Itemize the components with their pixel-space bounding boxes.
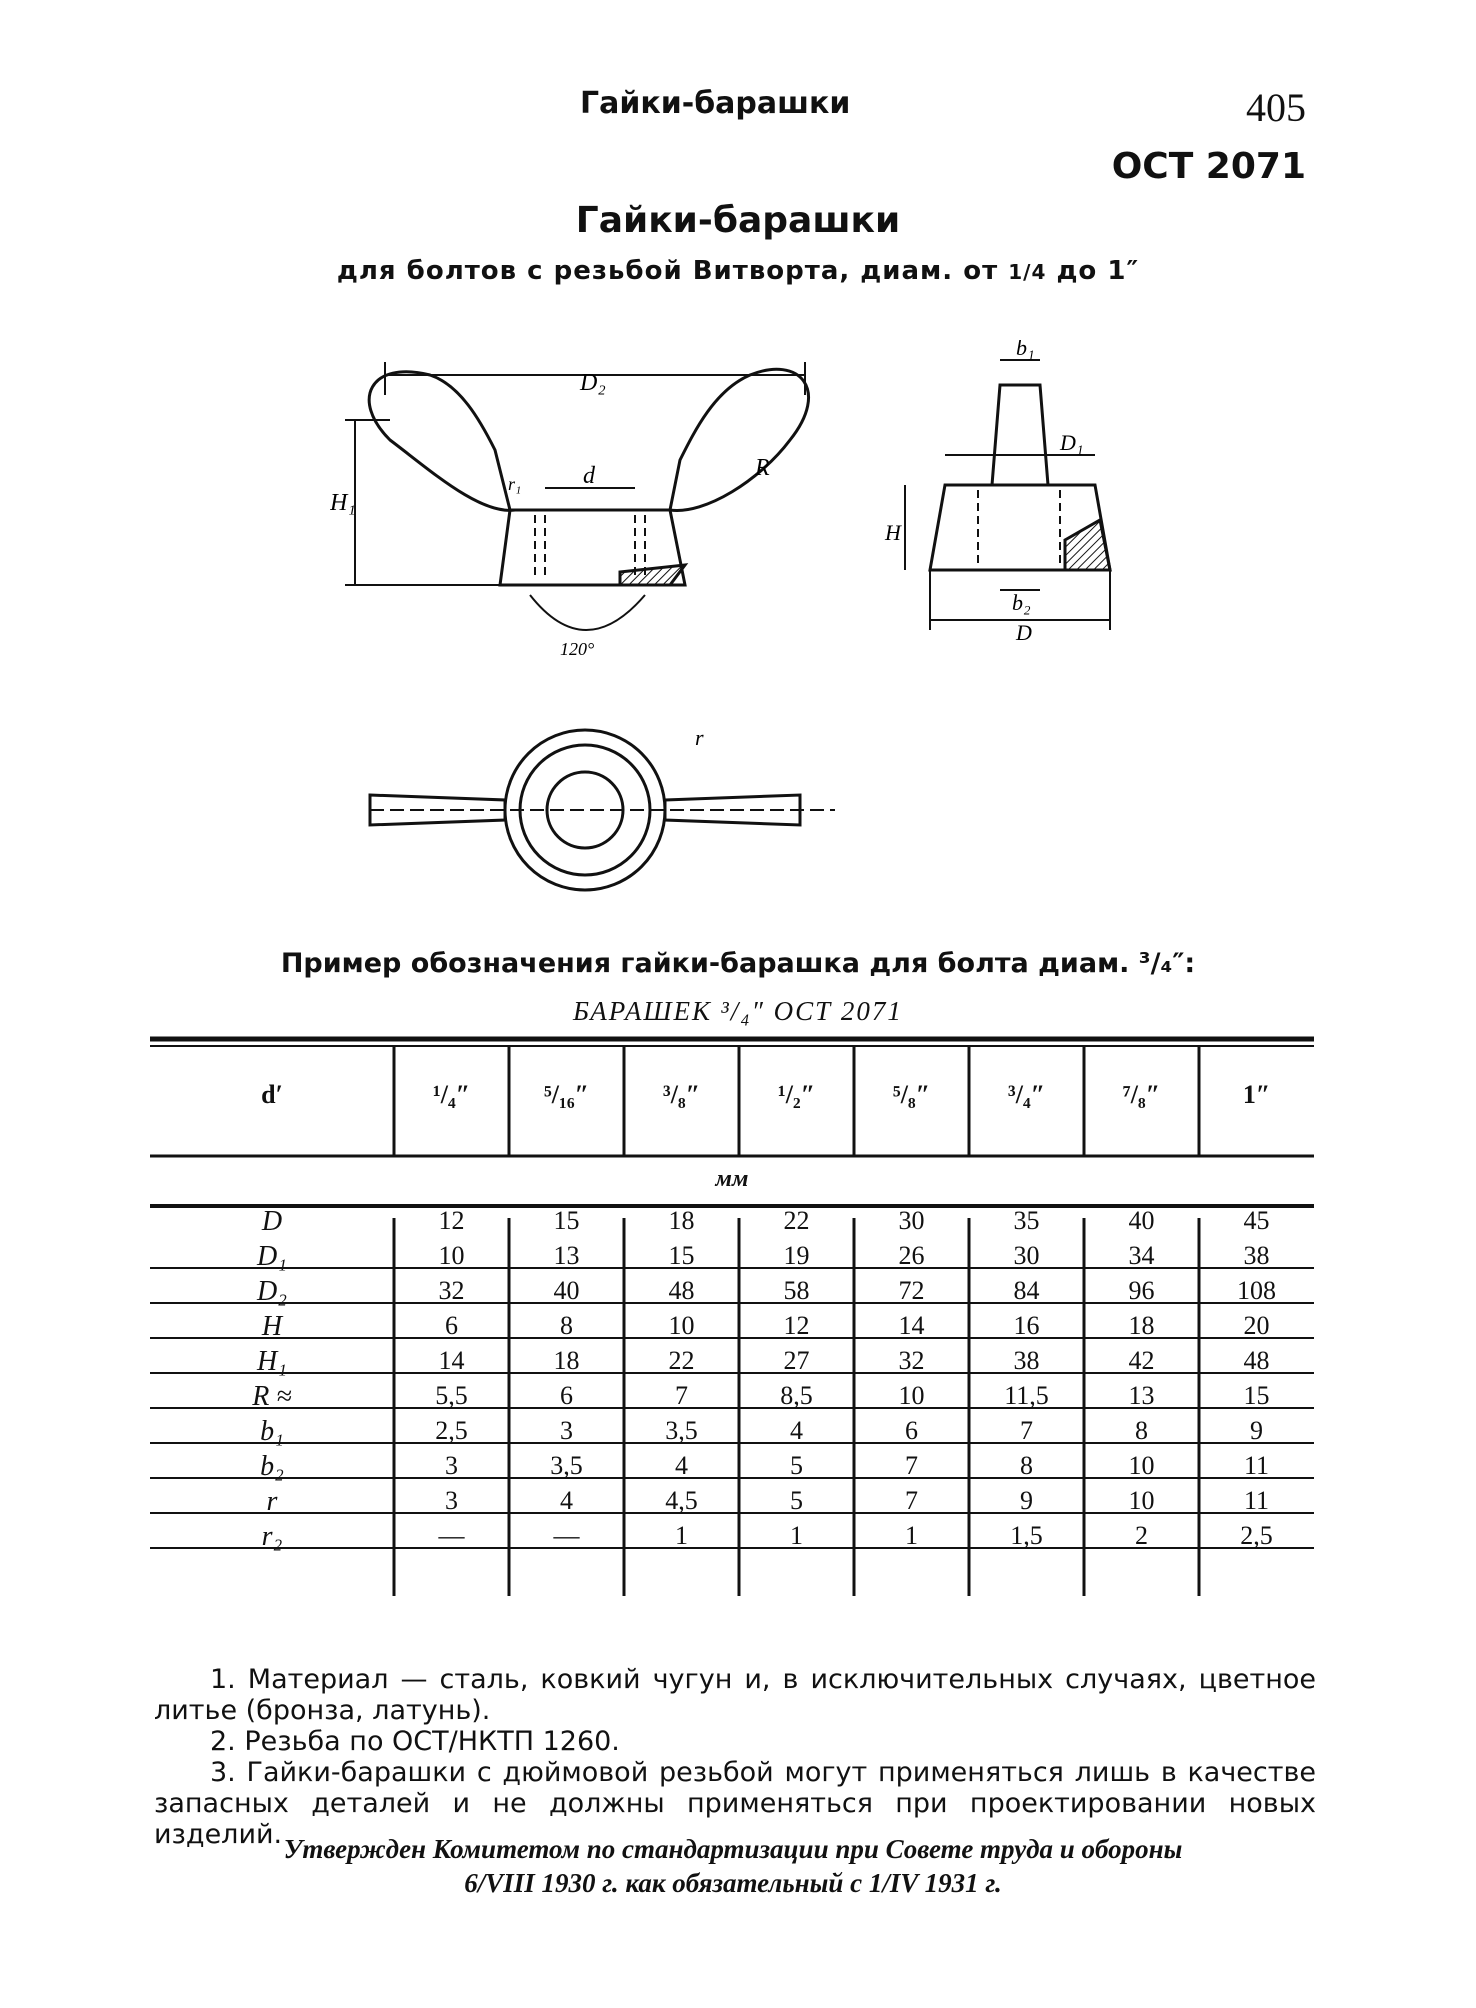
label-r1: r₁ <box>508 474 522 494</box>
table-cell: 18 <box>668 1206 695 1235</box>
label-d: d <box>583 463 595 489</box>
table-cell: 48 <box>668 1276 695 1305</box>
table-cell: 11,5 <box>1004 1381 1049 1410</box>
note-2: 2. Резьба по ОСТ/НКТП 1260. <box>210 1726 620 1757</box>
table-cell: 14 <box>438 1346 465 1375</box>
table-cell: 5,5 <box>435 1381 468 1410</box>
table-header-size: 1″ <box>1242 1080 1271 1109</box>
front-view <box>345 362 809 630</box>
table-cell: 72 <box>898 1276 925 1305</box>
table-cell: 58 <box>783 1276 810 1305</box>
table-unit-label: мм <box>715 1166 749 1192</box>
label-D: D <box>1016 620 1032 645</box>
table-row-label: D₂ <box>257 1276 287 1307</box>
designation-example-text: Пример обозначения гайки-барашка для болта диам. ³/₄″: <box>280 948 1196 979</box>
table-header-size: ¹/₄″ <box>432 1080 471 1109</box>
table-cell: 1,5 <box>1010 1521 1043 1550</box>
table-cell: 20 <box>1243 1311 1270 1340</box>
table-cell: 108 <box>1237 1276 1276 1305</box>
table-cell: 4,5 <box>665 1486 698 1515</box>
table-row-label: R ≈ <box>252 1381 292 1412</box>
table-cell: 6 <box>445 1311 458 1340</box>
table-header-size: ³/₄″ <box>1007 1080 1046 1109</box>
table-cell: 40 <box>553 1276 580 1305</box>
table-cell: 35 <box>1013 1206 1040 1235</box>
table-row-label: H <box>261 1311 283 1342</box>
table-cell: 1 <box>675 1521 688 1550</box>
table-row-label: b₁ <box>260 1416 284 1447</box>
table-header-size: ⁵/₈″ <box>892 1080 931 1109</box>
table-cell: 3 <box>560 1416 573 1445</box>
table-cell: 8,5 <box>780 1381 813 1410</box>
table-cell: 84 <box>1013 1276 1040 1305</box>
table-cell: 10 <box>668 1311 695 1340</box>
table-header-label: d′ <box>261 1080 283 1109</box>
table-cell: 18 <box>553 1346 580 1375</box>
label-b2: b₂ <box>1012 590 1031 615</box>
notes <box>154 1664 1316 1850</box>
table-cell: 38 <box>1013 1346 1040 1375</box>
table-header-size: ⁵/₁₆″ <box>544 1080 589 1109</box>
wing-nut-drawing <box>330 340 1130 940</box>
subtitle-text: для болтов с резьбой Витворта, диам. от <box>336 256 999 286</box>
table-cell: 10 <box>1128 1451 1155 1480</box>
designation-example: БАРАШЕК ³/₄″ ОСТ 2071 <box>573 996 903 1026</box>
table-cell: 8 <box>560 1311 573 1340</box>
table-cell: 7 <box>1020 1416 1033 1445</box>
dimensions-table <box>150 1036 1314 1646</box>
table-cell: 13 <box>553 1241 580 1270</box>
table-cell: 10 <box>438 1241 465 1270</box>
table-cell: 15 <box>553 1206 580 1235</box>
subtitle-to-word: до <box>1056 256 1098 286</box>
subtitle-from: 1/4 <box>1008 260 1047 284</box>
table-row-label: D <box>261 1206 283 1237</box>
table-cell: 15 <box>1243 1381 1270 1410</box>
table-cell: 5 <box>790 1486 803 1515</box>
table-cell: 1 <box>905 1521 918 1550</box>
table-row-label: D₁ <box>257 1241 287 1272</box>
note-1: 1. Материал — сталь, ковкий чугун и, в исключительных случаях, цветное литье (бронза, латунь). <box>154 1664 1316 1726</box>
table-cell: 10 <box>898 1381 925 1410</box>
approval-line-1: Утвержден Комитетом по стандартизации при Совете труда и обороны <box>283 1834 1183 1864</box>
table-cell: 48 <box>1243 1346 1270 1375</box>
table-cell: 9 <box>1020 1486 1033 1515</box>
table-cell: 18 <box>1128 1311 1155 1340</box>
table-cell: 13 <box>1128 1381 1155 1410</box>
table-cell: 7 <box>675 1381 688 1410</box>
table-cell: 6 <box>560 1381 573 1410</box>
side-view <box>905 360 1110 630</box>
table-cell: 6 <box>905 1416 918 1445</box>
table-cell: 3,5 <box>550 1451 583 1480</box>
table-cell: 30 <box>898 1206 925 1235</box>
table-header-size: ¹/₂″ <box>777 1080 816 1109</box>
table-cell: 8 <box>1020 1451 1033 1480</box>
table-cell: 8 <box>1135 1416 1148 1445</box>
page-number: 405 <box>1246 85 1306 130</box>
label-r: r <box>695 725 704 750</box>
table-cell: — <box>553 1521 580 1550</box>
label-H1: H₁ <box>330 490 356 516</box>
table-cell: 2 <box>1135 1521 1148 1550</box>
table-cell: 45 <box>1243 1206 1270 1235</box>
table-cell: 19 <box>783 1241 810 1270</box>
table-cell: 40 <box>1128 1206 1155 1235</box>
table-cell: 22 <box>668 1346 695 1375</box>
table-cell: 38 <box>1243 1241 1270 1270</box>
subtitle-to: 1″ <box>1107 256 1140 286</box>
table-cell: 4 <box>675 1451 688 1480</box>
table-cell: 4 <box>790 1416 803 1445</box>
table-cell: 9 <box>1250 1416 1263 1445</box>
table-cell: 11 <box>1243 1486 1270 1515</box>
table-cell: 42 <box>1128 1346 1155 1375</box>
standard-number: ОСТ 2071 <box>1111 146 1306 187</box>
document-title: Гайки-барашки <box>575 200 901 241</box>
table-row-label: r <box>266 1486 278 1517</box>
running-title: Гайки-барашки <box>580 86 851 121</box>
label-D1: D₁ <box>1060 430 1084 455</box>
table-cell: 1 <box>790 1521 803 1550</box>
table-cell: 3 <box>445 1486 458 1515</box>
label-R: R <box>755 455 770 481</box>
table-cell: 30 <box>1013 1241 1040 1270</box>
label-D2: D₂ <box>580 370 606 396</box>
table-cell: 12 <box>783 1311 810 1340</box>
table-cell: 27 <box>783 1346 810 1375</box>
table-cell: 22 <box>783 1206 810 1235</box>
table-cell: 4 <box>560 1486 573 1515</box>
table-cell: 16 <box>1013 1311 1040 1340</box>
table-header-size: ⁷/₈″ <box>1122 1080 1161 1109</box>
table-row-label: H₁ <box>257 1346 287 1377</box>
table-cell: 7 <box>905 1486 918 1515</box>
table-row-label: r₂ <box>261 1521 283 1552</box>
table-cell: — <box>438 1521 465 1550</box>
table-cell: 7 <box>905 1451 918 1480</box>
table-cell: 96 <box>1128 1276 1155 1305</box>
table-cell: 3 <box>445 1451 458 1480</box>
note-3: 3. Гайки-барашки с дюймовой резьбой могут применяться лишь в качестве запасных деталей и не должны применяться при проектировании новых изделий. <box>154 1757 1316 1850</box>
table-cell: 12 <box>438 1206 465 1235</box>
top-view <box>370 730 835 890</box>
label-H: H <box>885 520 901 545</box>
table-cell: 2,5 <box>1240 1521 1273 1550</box>
table-cell: 26 <box>898 1241 925 1270</box>
table-cell: 5 <box>790 1451 803 1480</box>
table-cell: 10 <box>1128 1486 1155 1515</box>
table-cell: 15 <box>668 1241 695 1270</box>
table-cell: 34 <box>1128 1241 1155 1270</box>
approval-statement <box>150 1832 1316 1900</box>
table-row-label: b₂ <box>260 1451 284 1482</box>
approval-line-2: 6/VIII 1930 г. как обязательный с 1/IV 1931 г. <box>464 1868 1002 1898</box>
table-cell: 3,5 <box>665 1416 698 1445</box>
table-cell: 32 <box>898 1346 925 1375</box>
table-cell: 14 <box>898 1311 925 1340</box>
table-cell: 2,5 <box>435 1416 468 1445</box>
table-header-size: ³/₈″ <box>662 1080 701 1109</box>
label-b1: b₁ <box>1016 340 1035 360</box>
table-cell: 11 <box>1243 1451 1270 1480</box>
label-angle: 120° <box>560 639 595 659</box>
document-subtitle <box>0 256 1476 286</box>
table-cell: 32 <box>438 1276 465 1305</box>
